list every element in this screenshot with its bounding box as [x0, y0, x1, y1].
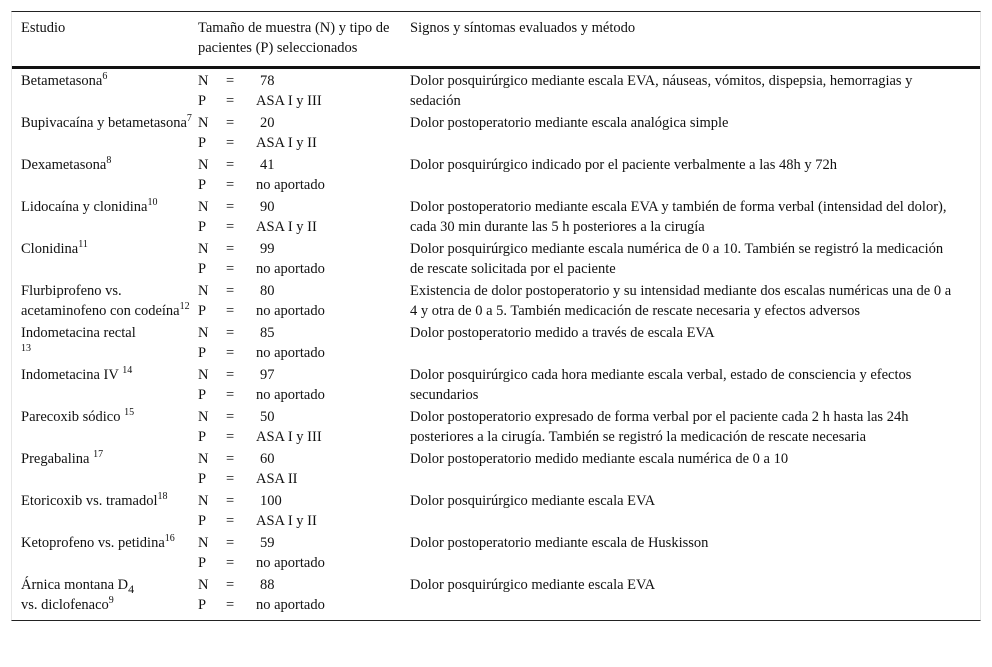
table-row [12, 238, 980, 280]
sample-n-line [198, 533, 410, 553]
study-cell [12, 574, 198, 620]
reference-superscript: 18 [157, 491, 168, 502]
p-value: ASA I y III [256, 429, 322, 445]
sample-cell [198, 238, 410, 280]
reference-superscript: 6 [102, 71, 108, 82]
n-value: 41 [260, 157, 275, 173]
table-row [12, 154, 980, 196]
n-value: 90 [260, 199, 275, 215]
n-value: 80 [260, 283, 275, 299]
n-value: 88 [260, 577, 275, 593]
p-label: P [198, 555, 207, 571]
sample-n-line [198, 491, 410, 511]
header-study: Estudio [12, 12, 198, 68]
sample-p-line [198, 259, 410, 279]
n-value: 20 [260, 115, 275, 131]
studies-table-container [11, 11, 981, 621]
study-name: Clonidina [21, 241, 79, 257]
header-sample: Tamaño de muestra (N) y tipo de pacientes (P) seleccionados [198, 12, 410, 68]
sample-cell [198, 112, 410, 154]
table-header-row [12, 12, 980, 68]
method-cell: Dolor postoperatorio mediante escala de Huskisson [410, 535, 709, 551]
n-label: N [198, 409, 209, 425]
p-label: P [198, 597, 207, 613]
table-row [12, 68, 980, 113]
p-value: no aportado [256, 555, 325, 571]
table-row [12, 406, 980, 448]
equals-sign: = [226, 493, 235, 509]
study-name: Flurbiprofeno vs. acetaminofeno con codeína [21, 283, 180, 319]
sample-p-line [198, 175, 410, 195]
sample-p-line [198, 343, 410, 363]
equals-sign: = [226, 115, 235, 131]
study-name: Árnica montana D [21, 577, 129, 593]
reference-superscript: 13 [21, 343, 31, 354]
method-cell: Dolor postoperatorio mediante escala EVA y también de forma verbal (intensidad del dolor), cada 30 min durante las 5 h posteriores a la cirugía [410, 199, 947, 235]
p-value: no aportado [256, 261, 325, 277]
sample-cell [198, 154, 410, 196]
study-name: Bupivacaína y betametasona [21, 115, 187, 131]
sample-cell [198, 448, 410, 490]
study-name: Etoricoxib vs. tramadol [21, 493, 158, 509]
n-label: N [198, 199, 209, 215]
equals-sign: = [226, 261, 235, 277]
study-cell [12, 406, 198, 448]
equals-sign: = [226, 135, 235, 151]
p-value: no aportado [256, 177, 325, 193]
p-value: no aportado [256, 345, 325, 361]
p-label: P [198, 93, 207, 109]
equals-sign: = [226, 177, 235, 193]
sample-n-line [198, 407, 410, 427]
n-value: 97 [260, 367, 275, 383]
method-cell: Dolor postoperatorio expresado de forma verbal por el paciente cada 2 h hasta las 24h posteriores a la cirugía. También se registró la medicación de rescate necesaria [410, 409, 909, 445]
sample-p-line [198, 217, 410, 237]
p-value: ASA I y II [256, 219, 317, 235]
sample-p-line [198, 427, 410, 447]
study-cell [12, 448, 198, 490]
study-cell [12, 154, 198, 196]
equals-sign: = [226, 325, 235, 341]
sample-cell [198, 532, 410, 574]
study-name: Indometacina rectal [21, 325, 136, 341]
sample-n-line [198, 71, 410, 91]
study-cell [12, 322, 198, 364]
equals-sign: = [226, 283, 235, 299]
equals-sign: = [226, 73, 235, 89]
n-label: N [198, 367, 209, 383]
table-row [12, 448, 980, 490]
equals-sign: = [226, 93, 235, 109]
table-row [12, 112, 980, 154]
sample-n-line [198, 155, 410, 175]
study-name: Lidocaína y clonidina [21, 199, 148, 215]
sample-cell [198, 280, 410, 322]
n-label: N [198, 451, 209, 467]
equals-sign: = [226, 199, 235, 215]
p-label: P [198, 219, 207, 235]
equals-sign: = [226, 387, 235, 403]
reference-superscript: 7 [186, 113, 192, 124]
study-cell [12, 112, 198, 154]
equals-sign: = [226, 303, 235, 319]
sample-p-line [198, 91, 410, 111]
table-row [12, 364, 980, 406]
table-row [12, 490, 980, 532]
p-value: ASA II [256, 471, 298, 487]
reference-superscript: 8 [106, 155, 112, 166]
study-name: Pregabalina [21, 451, 94, 467]
equals-sign: = [226, 513, 235, 529]
p-value: no aportado [256, 303, 325, 319]
n-label: N [198, 535, 209, 551]
sample-cell [198, 196, 410, 238]
study-cell [12, 532, 198, 574]
study-cell [12, 238, 198, 280]
n-value: 50 [260, 409, 275, 425]
p-label: P [198, 303, 207, 319]
equals-sign: = [226, 429, 235, 445]
study-name: Ketoprofeno vs. petidina [21, 535, 165, 551]
n-label: N [198, 577, 209, 593]
method-cell: Dolor posquirúrgico indicado por el paciente verbalmente a las 48h y 72h [410, 157, 837, 173]
p-label: P [198, 471, 207, 487]
n-value: 60 [260, 451, 275, 467]
study-cell [12, 490, 198, 532]
equals-sign: = [226, 241, 235, 257]
n-label: N [198, 73, 209, 89]
table-row [12, 532, 980, 574]
study-name: Betametasona [21, 73, 103, 89]
equals-sign: = [226, 157, 235, 173]
sample-n-line [198, 113, 410, 133]
method-cell: Dolor postoperatorio mediante escala analógica simple [410, 115, 729, 131]
sample-n-line [198, 197, 410, 217]
sample-p-line [198, 553, 410, 573]
equals-sign: = [226, 451, 235, 467]
studies-table [12, 12, 980, 620]
sample-n-line [198, 323, 410, 343]
sample-n-line [198, 449, 410, 469]
study-cell [12, 196, 198, 238]
method-cell: Dolor posquirúrgico mediante escala EVA [410, 493, 656, 509]
reference-superscript: 17 [93, 449, 104, 460]
p-label: P [198, 513, 207, 529]
n-value: 85 [260, 325, 275, 341]
sample-cell [198, 364, 410, 406]
study-cell [12, 364, 198, 406]
equals-sign: = [226, 345, 235, 361]
method-cell: Dolor postoperatorio medido a través de escala EVA [410, 325, 715, 341]
equals-sign: = [226, 471, 235, 487]
table-row [12, 280, 980, 322]
equals-sign: = [226, 535, 235, 551]
study-name-continued: vs. diclofenaco [21, 597, 109, 613]
reference-superscript: 14 [122, 365, 133, 376]
method-cell: Dolor posquirúrgico mediante escala EVA [410, 577, 656, 593]
method-cell: Dolor postoperatorio medido mediante escala numérica de 0 a 10 [410, 451, 789, 467]
sample-p-line [198, 469, 410, 489]
n-value: 59 [260, 535, 275, 551]
sample-cell [198, 322, 410, 364]
sample-p-line [198, 595, 410, 615]
method-cell: Dolor posquirúrgico mediante escala EVA, náuseas, vómitos, dispepsia, hemorragias y sedación [410, 73, 913, 109]
n-label: N [198, 241, 209, 257]
study-cell [12, 68, 198, 113]
sample-n-line [198, 575, 410, 595]
p-label: P [198, 135, 207, 151]
p-label: P [198, 387, 207, 403]
equals-sign: = [226, 597, 235, 613]
n-label: N [198, 283, 209, 299]
n-label: N [198, 115, 209, 131]
method-cell: Dolor posquirúrgico mediante escala numérica de 0 a 10. También se registró la medicación de rescate solicitada por el paciente [410, 241, 944, 277]
equals-sign: = [226, 577, 235, 593]
p-value: ASA I y II [256, 135, 317, 151]
sample-n-line [198, 365, 410, 385]
equals-sign: = [226, 219, 235, 235]
equals-sign: = [226, 409, 235, 425]
p-label: P [198, 429, 207, 445]
sample-cell [198, 574, 410, 620]
p-value: no aportado [256, 387, 325, 403]
reference-superscript: 9 [108, 595, 114, 606]
reference-superscript: 16 [164, 533, 175, 544]
sample-p-line [198, 301, 410, 321]
study-name: Parecoxib sódico [21, 409, 125, 425]
study-cell [12, 280, 198, 322]
sample-cell [198, 68, 410, 113]
sample-p-line [198, 133, 410, 153]
study-name: Dexametasona [21, 157, 107, 173]
sample-p-line [198, 511, 410, 531]
equals-sign: = [226, 367, 235, 383]
p-value: no aportado [256, 597, 325, 613]
table-row [12, 574, 980, 620]
p-label: P [198, 261, 207, 277]
equals-sign: = [226, 555, 235, 571]
method-cell: Dolor posquirúrgico cada hora mediante escala verbal, estado de consciencia y efectos secundarios [410, 367, 912, 403]
table-row [12, 322, 980, 364]
study-name: Indometacina IV [21, 367, 123, 383]
n-label: N [198, 325, 209, 341]
reference-superscript: 15 [124, 407, 135, 418]
sample-n-line [198, 239, 410, 259]
p-value: ASA I y III [256, 93, 322, 109]
p-label: P [198, 177, 207, 193]
sample-n-line [198, 281, 410, 301]
reference-superscript: 11 [78, 239, 88, 250]
sample-cell [198, 406, 410, 448]
n-label: N [198, 157, 209, 173]
table-row [12, 196, 980, 238]
n-value: 99 [260, 241, 275, 257]
header-signs: Signos y síntomas evaluados y método [410, 12, 980, 68]
method-cell: Existencia de dolor postoperatorio y su intensidad mediante dos escalas numéricas una de 0 a 4 y otra de 0 a 5. También medicación de rescate necesaria y efectos adversos [410, 283, 952, 319]
n-value: 100 [260, 493, 282, 509]
reference-superscript: 12 [179, 301, 190, 312]
n-label: N [198, 493, 209, 509]
sample-p-line [198, 385, 410, 405]
reference-superscript: 10 [147, 197, 158, 208]
p-value: ASA I y II [256, 513, 317, 529]
p-label: P [198, 345, 207, 361]
sample-cell [198, 490, 410, 532]
subscript: 4 [128, 582, 135, 596]
n-value: 78 [260, 73, 275, 89]
